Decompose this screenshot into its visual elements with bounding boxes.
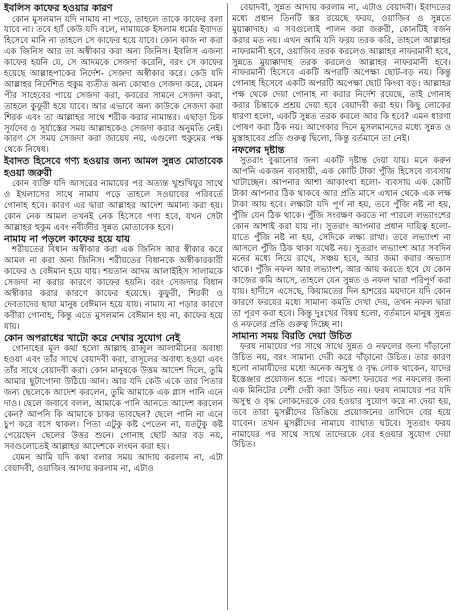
body-paragraph: ফরয নামাযের পর সাথে সাথে সুন্নত ও নফলের জন্য দাঁড়ানো উচিত নয়, বরং সামান্য দেরী করে দাঁড়ানো উচিত। তার কারণ হলো নামাযীদের মধ্যে অনেক অসুস্থ ও বৃদ্ধ লোক থাকেন, যাদের ইস্তেঞ্জার প্রয়োজন হতে পারে। অবশ্য ফরযের পর নফলের জন্য এক মিনিটের বেশী দেরী করা উচিত নয়। ফরয নামাযের পর যদি অসুস্থ ও বৃদ্ধ লোকদেরকে বের হওয়ার সুযোগ করে না দেয়া হয়, তবে তারা মুসল্লীদের ডিঙিয়ে প্রয়োজনের তাগিদে বের হয়ে যাবেন। তখন মুসল্লীদের নামাযে ব্যাঘাত ঘটবে। সুতরাং ফরয নামাযের পর সাথে সাথে তাদেরকে বের হওয়ার সুযোগ দেয়া উচিত। [231,342,451,451]
body-paragraph: সুতরাং বুঝানোর জন্য একটি দৃষ্টান্ত দেয়া যায়। মনে করুন আপনি একজন ব্যবসায়ী, এক কোটি টাকা পুঁজি হিসেবে ব্যবসায় খাটাচ্ছেন। আপনার আশা আকাংখা হলো- ব্যবসায় এক কোটি টাকা আপনার ঠিক থাকবে আর প্রতি মাসে এখান থেকে এক লক্ষ টাকা আয় হবে। লক্ষ্যটা যদি পূর্ণ না হয়, তবে পুঁজি নষ্ট না হয়, পুঁজি যেন ঠিক থাকে। পুঁজি সংরক্ষণ করতে না পারলে লভ্যাংশের কোন আশাই করা যায় না। সুতরাং আপনার প্রধান দায়িত্ব হলো- যাতে পুঁজি নষ্ট না হয়, সেদিকে লক্ষ্য রাখা। তবে লভ্যাংশ না আসলে পুঁজি ঠিক থাকা যথেষ্ট নয়। সুতরাং লভ্যাংশ আর সবদিন মনের মধ্যে নিয়ে রাখে, সঞ্চয় হবে, আর জমা করার অভ্যাস থাকে। পুঁজি নফল আর লভ্যাংশ, আর আয় করতে হবে যে কোন কাজের কমি আসে, তাহলে যেন সুন্নত ও নফল দ্বারা পরিপূর্ণ করা যায়। হাদীসে এসেছে, কিয়ামতের দিন হাশরের ময়দানে যদি কোন কারণে ফরযের মধ্যে সামান্য কমতি দেখা দেয়, তখন নফল দ্বারা তা পূরণ করা হবে। কিন্তু দুঃখের বিষয় হলো, বর্তমানে মানুষ সুন্নত ও নফলের প্রতি গুরুত্ব দিচ্ছে না। [231,156,451,330]
section-heading: নামায না পড়লে কাফের হয়ে যায় [4,233,130,245]
section-heading: ইবলিস কাফের হওয়ার কারণ [4,3,113,14]
left-column [4,3,223,610]
column-divider [227,3,228,610]
right-column [232,3,451,610]
body-paragraph: যেমন আমি যদি কথা বলার সময় আদায় করলাম না, এটা বেয়াদবী, ওয়াজিব আদায় করলাম না, এটাও [4,453,223,475]
body-paragraph: কোন ব্যক্তি যদি আসরের নামাযের পর অত্যন্ত খুশুখিযুর সাথে ও ইখলাসের সাথে নামায পড়ে তাহলে সওয়াবের পরিবর্তে গোনাহ হবে। কারণ এর দ্বারা আল্লাহর আদেশ অমান্য করা হয়। কোন নেক আমল তখনই নেক হিসেবে গণ্য হবে, যখন সেটা আল্লাহর হুকুম এবং নবীজীর সুন্নত মোতাবেক হবে। [4,179,223,233]
body-paragraph: কোন মুসলমান যদি নামায না পড়ে, তাহলে তাকে কাফের বলা যাবে না। তবে হ্যাঁ কেউ যদি বলে, নামাযকে ইসলাম ধর্মের ইবাদত হিসেবে মানি না তাহলে সে কাফের হয়ে যাবে। কোন কাজ না করা এক জিনিস আর তা অস্বীকার করা অন্য জিনিস। ইবলিস এজন্য কাফের হয়নি যে, সে আদমকে সেজদা করেনি, বরং সে কাফের হয়েছে আল্লাহপাকের নির্দেশ- সেজদা অস্বীকার করে। কেউ যদি আল্লাহর নির্দেশিত হুকুম ব্যতীত অন্য কোথাও সেজদা করে, যেমন পীর সাহেবের পায়ে সেজদা করা, কবরের সামনে সেজদা করা, তাহলে কুফুরী হয়ে যাবে। আর এভাবে অন্য কাউকে সেজদা করা শিরক এবং তা আল্লাহর সাথে শরীক করার নামান্তর। এছাড়া চিক সূর্যদেব ও সূর্যাস্তের সময় আল্লাহকেও সেজদা করার অনুমতি নেই। কারণ সে সময় সেজদা করা জায়েয নয়, এগুলো হুকুমের পক্ষ থেকে নিষেধ। [4,14,223,156]
body-paragraph: শরীয়তের বিধান অস্বীকার করা এক জিনিস আর স্বীকার করে আমল না করা অন্য জিনিস। শরীয়তের বিধানকে অস্বীকারকারী কাফের ও বেঈমান হয়ে যায়। শয়তান আদম আলাইহিস সালামকে সেজদা না করার কারণে কাফের হয়নি। বরং সেজদার বিধান অস্বীকার করার কারণে কাফের হয়েছে। কুফুরী, শিরকী ও দেবতাদের ছায়া মানুষ বেঈমান হয়ে যায়। নামায না পড়ার কারণে কবীরা গোনাহ, কিন্তু এতে মুসলমান বেঈমান হয় না, কাফের হয়ে যায়। [4,245,223,332]
body-paragraph: গোনাহের মূল কথা হলো আল্লাহ রাব্বুল আলামীনের অবাধ্য হওয়া এবং তাঁর সাথে বেয়াদবী করা, রাসূলের অবাধ্য হওয়া এবং তাঁর সাথে বেয়াদবী করা। কোন মানুষকে উত্তম আদেশ দিলে, তুমি আমার ছুটাগোনা উঠিয়ে আন। আর যদি কেউ একে তার পিতার জন্য ছেলেকে আদেশ করলেন, তুমি আমাকে এক গ্লাস পানি এনে দাও। ছেলে জবাবে বলল, আমাকে পানি আনতে আদেশ করলেন কেন? আপনি কি আমাকে চাকর ভাবছেন? ছেলে পানি না এনে চুপ করে বসে থাকল। পিতা এটুকু কষ্ট পেতেন না, যতটুকু কষ্ট পেয়েছেন ছেলের উত্তর শুনে। গোনাহ ছোট আর বড় নয়, সবগুলোতেই আল্লাহর আদেশকে লংঘন করা হয়। [4,344,223,453]
section-heading: ইবাদত হিসেবে গণ্য হওয়ার জন্য আমল সুন্নত মোতাবেক হওয়া জরুরী [4,156,223,179]
section-heading: কোন অপরাধের খাটো করে দেখার সুযোগ নেই [4,332,181,344]
section-heading: সামান্য সময় বিরতি দেয়া উচিত [231,330,352,342]
body-paragraph: বেয়াদবী, সুন্নত আদায় করলাম না, এটাও বেয়াদবী। ইবাদতের মধ্যে প্রধান তিনটি স্তর রয়েছে ফরয, ওয়াজিব ও সুন্নতে মুয়াক্কাদাহ। এ সবগুলোই পালন করা জরুরী, কোনটিই বর্জন করার মত নয়। এখন আমি যদি ফরয তরক করি, তাহলে আল্লাহর নাফরমানী হবে, ওয়াজিব তরক করলেও আল্লাহর নাফরমানী হবে, সুন্নতে মুয়াক্কাদাহ তরক করলেও আল্লাহর নাফরমানী হবে। নাফরমানী হিসেবে একটি অপরটি অপেক্ষা ছোট-বড় নয়। কিন্তু গোনাহ হিসেবে একটি অপরটি অপেক্ষা ছোট কিংবা বড়। আল্লাহর পক্ষ থেকে দেয়া গোনাহ না করার নির্দেশ রয়েছে, তাই গোনাহ করার চিন্তাকে প্রশ্রয় দেয়া হবে বেয়াদবী করা হয়। কিছু লোকের ধারণা হলো, একটি সুন্নত তরক করলে আর কি হবে? এমন ধারণা পোষণ করা ঠিক নয়। আগেকার দিনে মুসলমানদের মধ্যে সুন্নত ও মুস্তাহাবের প্রতি গুরুত্ব ছিলো, কিন্তু বর্তমানে তা নেই। [231,3,451,144]
section-heading: নফলের দৃষ্টান্ত [231,144,285,156]
